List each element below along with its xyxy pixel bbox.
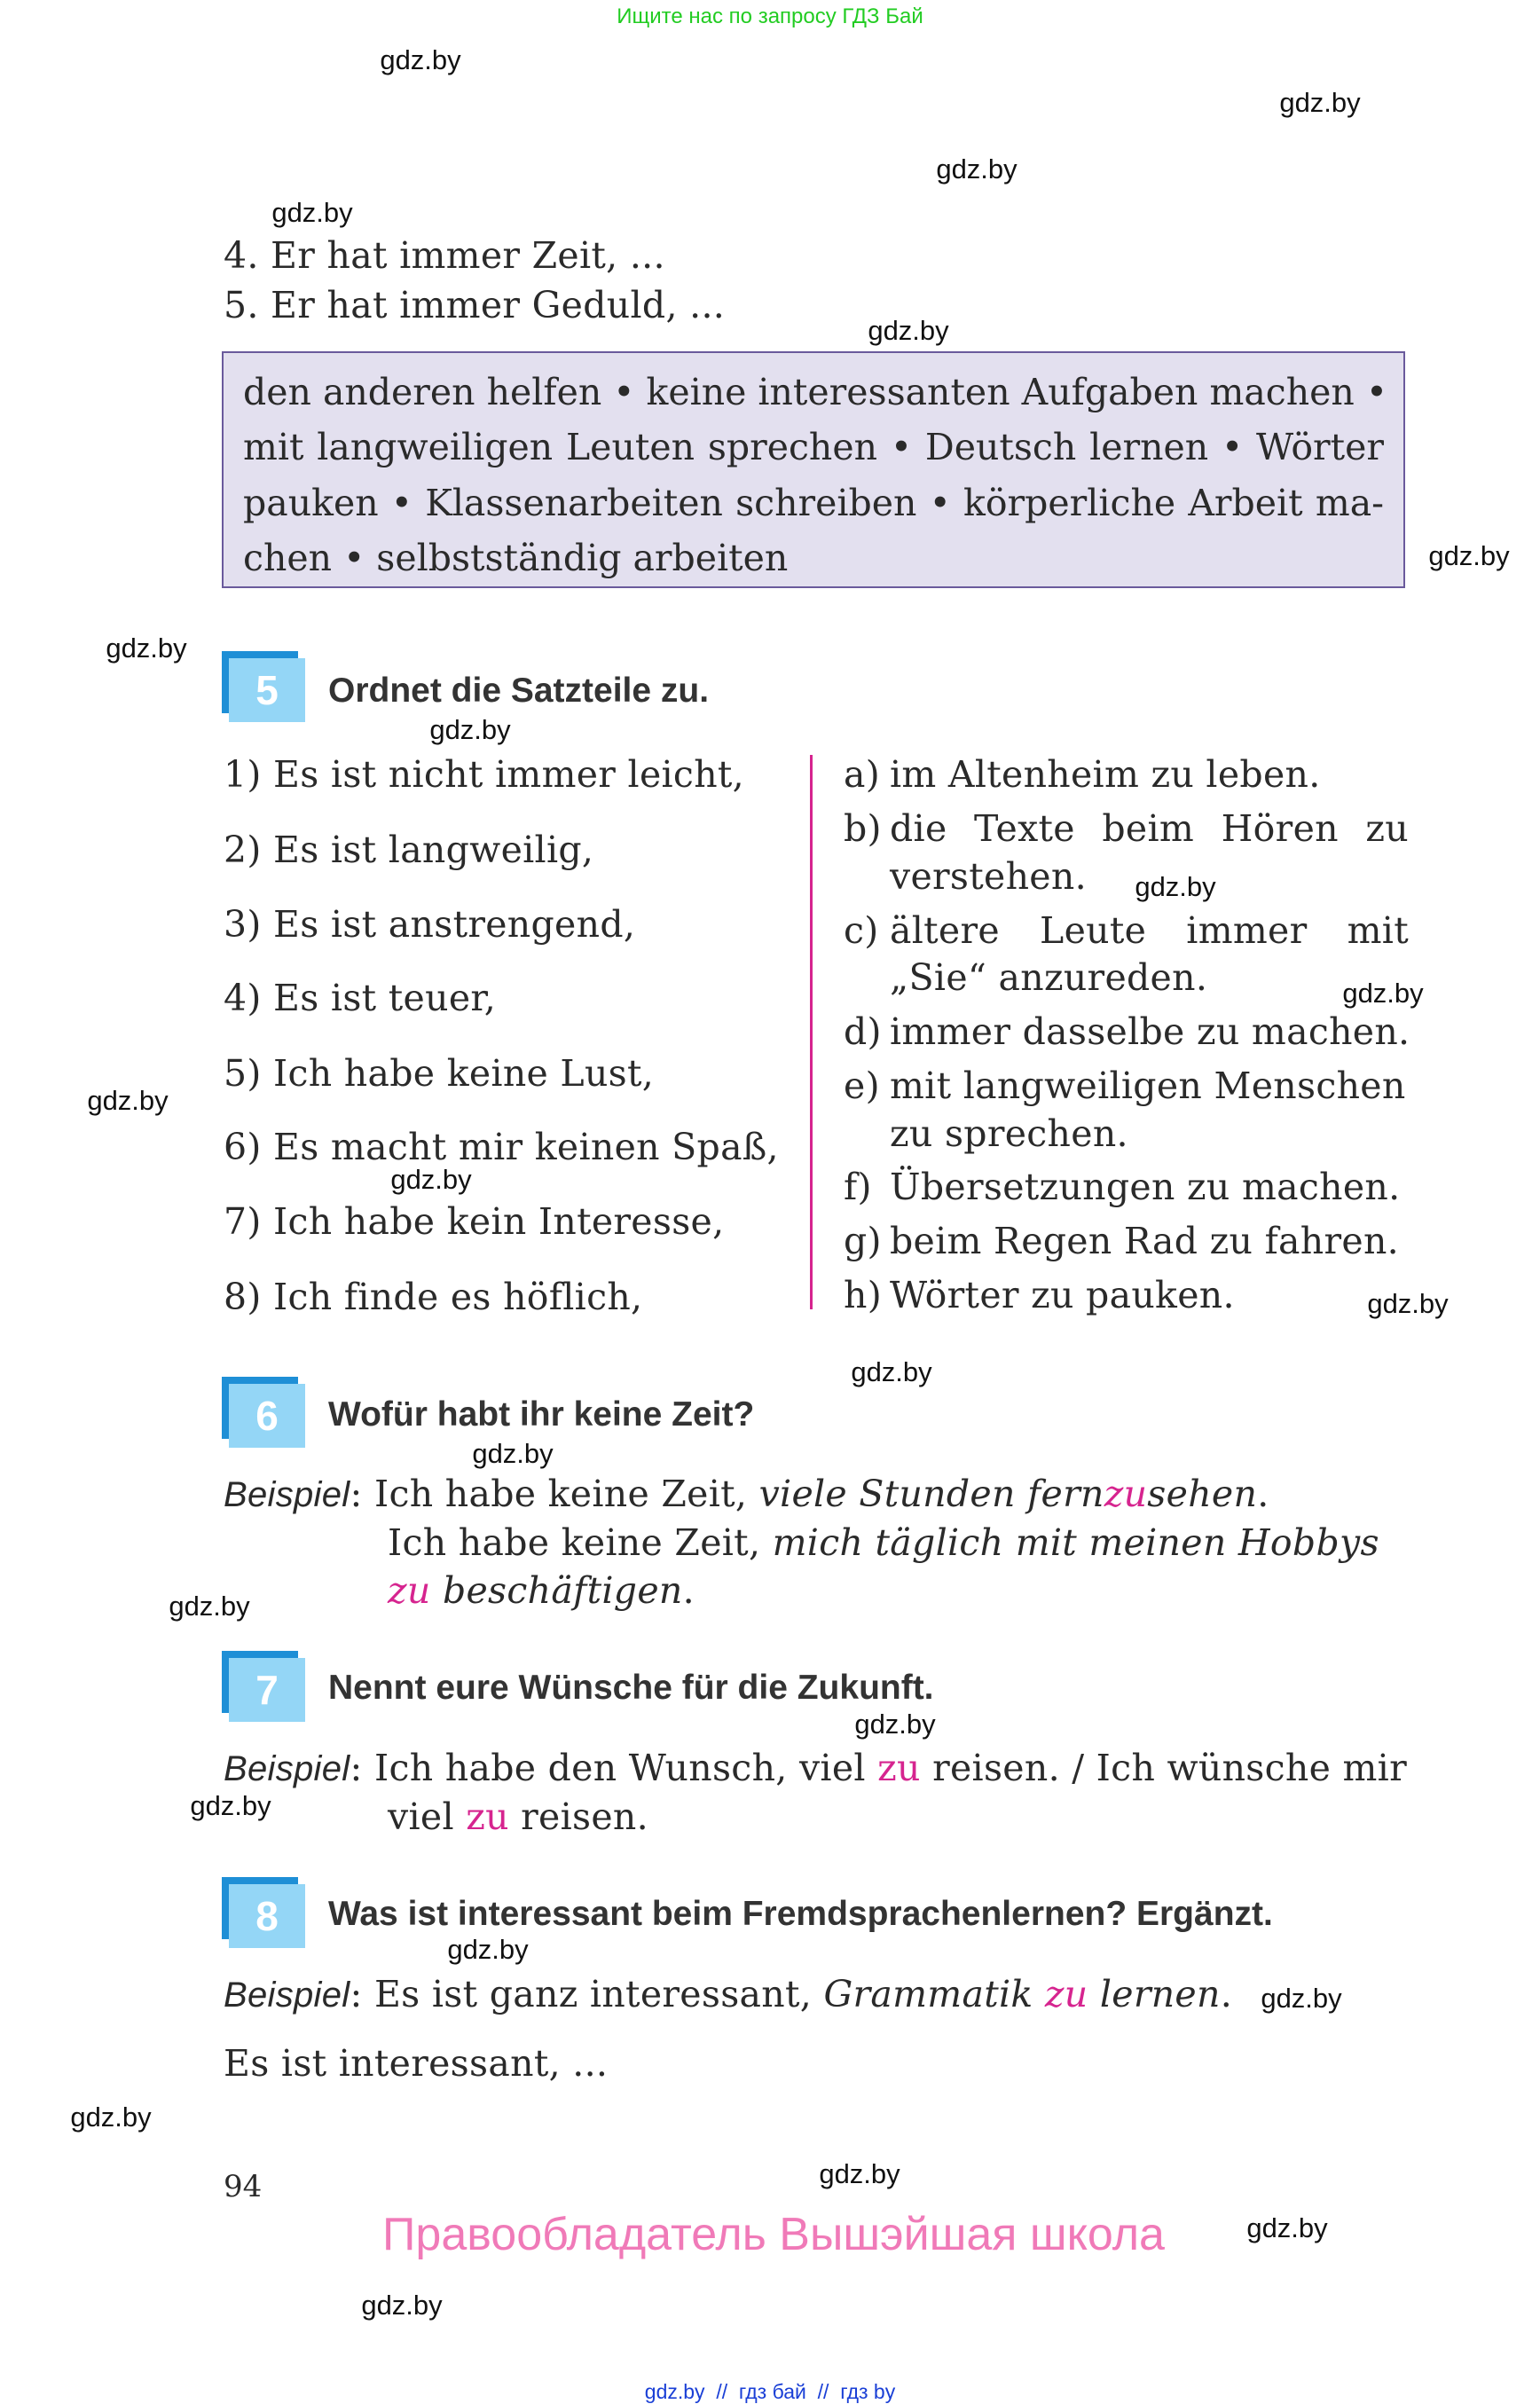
watermark: gdz.by xyxy=(854,1709,936,1740)
option-text: mit langweiligen Menschen xyxy=(890,1065,1406,1107)
option-label: a) xyxy=(844,753,881,796)
option-label: h) xyxy=(844,1274,883,1316)
option-text: Wörter zu pauken. xyxy=(890,1274,1235,1316)
page-number: 94 xyxy=(224,2169,263,2204)
answer-prompt: Es ist interessant, ... xyxy=(224,2042,609,2085)
exercise-title: Wofür habt ihr keine Zeit? xyxy=(328,1395,755,1434)
sentence-start: 6) Es macht mir keinen Spaß, xyxy=(224,1126,779,1168)
example-line: Beispiel: Ich habe den Wunsch, viel zu reisen. / Ich wünsche mir xyxy=(224,1747,1407,1789)
exercise-number-badge: 6 xyxy=(222,1377,303,1446)
sentence-start: 4) Es ist teuer, xyxy=(224,977,497,1019)
example-line: zu beschäftigen. xyxy=(388,1569,695,1612)
word-box xyxy=(222,351,1405,588)
beispiel-label: Beispiel xyxy=(224,1749,350,1788)
sentence-start: 1) Es ist nicht immer leicht, xyxy=(224,753,745,796)
watermark: gdz.by xyxy=(1246,2212,1328,2243)
option-label: g) xyxy=(844,1220,882,1262)
watermark: gdz.by xyxy=(70,2102,152,2133)
watermark: gdz.by xyxy=(819,2158,900,2189)
sentence-start: 3) Es ist anstrengend, xyxy=(224,903,636,946)
watermark: gdz.by xyxy=(447,1934,529,1965)
sentence-start: 5) Ich habe keine Lust, xyxy=(224,1052,655,1095)
beispiel-label: Beispiel xyxy=(224,1976,350,2015)
option-text: die Texte beim Hören zu xyxy=(890,807,1409,850)
sentence-start: 7) Ich habe kein Interesse, xyxy=(224,1200,725,1243)
sentence-end xyxy=(844,1160,1400,1214)
example-line: Beispiel: Es ist ganz interessant, Grammatik zu lernen. xyxy=(224,1973,1233,2015)
option-label: b) xyxy=(844,807,882,850)
example-line: Beispiel: Ich habe keine Zeit, viele Stunden fernzusehen. xyxy=(224,1473,1269,1515)
word-box-line: chen • selbstständig arbeiten xyxy=(243,537,789,579)
watermark: gdz.by xyxy=(472,1438,554,1469)
copyright-notice: Правообладатель Вышэйшая школа xyxy=(382,2209,1165,2260)
option-text: ältere Leute immer mit xyxy=(890,909,1409,952)
sentence-end xyxy=(844,1059,1406,1112)
watermark: gdz.by xyxy=(87,1085,169,1116)
exercise-title: Nennt eure Wünsche für die Zukunft. xyxy=(328,1669,934,1707)
example-line: Ich habe keine Zeit, mich täglich mit meinen Hobbys xyxy=(388,1521,1379,1564)
option-label: c) xyxy=(844,909,879,952)
watermark: gdz.by xyxy=(380,44,461,75)
watermark: gdz.by xyxy=(1367,1288,1449,1319)
watermark: gdz.by xyxy=(1428,540,1510,571)
promo-banner[interactable]: Ищите нас по запросу ГДЗ Бай xyxy=(617,4,923,28)
sentence-end xyxy=(844,748,1321,801)
sentence-end xyxy=(844,1214,1399,1268)
option-text: „Sie“ anzureden. xyxy=(890,956,1208,999)
sentence-start: 2) Es ist langweilig, xyxy=(224,829,594,871)
exercise-title: Was ist interessant beim Fremdsprachenlernen? Ergänzt. xyxy=(328,1895,1273,1933)
word-box-line: mit langweiligen Leuten sprechen • Deutsch lernen • Wörter xyxy=(243,426,1384,468)
watermark: gdz.by xyxy=(1342,978,1424,1009)
watermark: gdz.by xyxy=(271,197,353,228)
exercise-title: Ordnet die Satzteile zu. xyxy=(328,672,710,710)
exercise-number-badge: 7 xyxy=(222,1651,303,1720)
word-box-line: den anderen helfen • keine interessanten Aufgaben machen • xyxy=(243,371,1388,413)
watermark: gdz.by xyxy=(190,1790,271,1821)
option-text: immer dasselbe zu machen. xyxy=(890,1010,1410,1053)
exercise-number-badge: 8 xyxy=(222,1877,303,1946)
list-item: 4. Er hat immer Zeit, ... xyxy=(224,234,665,277)
watermark: gdz.by xyxy=(851,1356,932,1387)
watermark: gdz.by xyxy=(1135,871,1216,902)
sentence-start: 8) Ich finde es höflich, xyxy=(224,1276,643,1318)
column-divider xyxy=(810,755,813,1309)
watermark: gdz.by xyxy=(106,632,187,664)
option-label: e) xyxy=(844,1065,880,1107)
sentence-end xyxy=(844,1005,1410,1058)
option-label: f) xyxy=(844,1166,872,1208)
watermark: gdz.by xyxy=(390,1164,472,1195)
option-text: zu sprechen. xyxy=(890,1112,1128,1155)
watermark: gdz.by xyxy=(429,714,511,745)
option-text: Übersetzungen zu machen. xyxy=(890,1166,1401,1208)
beispiel-label: Beispiel xyxy=(224,1475,350,1514)
exercise-number-badge: 5 xyxy=(222,651,303,720)
watermark: gdz.by xyxy=(169,1591,250,1622)
option-text: beim Regen Rad zu fahren. xyxy=(890,1220,1400,1262)
watermark: gdz.by xyxy=(361,2290,443,2321)
word-box-line: pauken • Klassenarbeiten schreiben • körperliche Arbeit ma- xyxy=(243,482,1384,524)
watermark: gdz.by xyxy=(868,315,949,346)
footer-links[interactable]: gdz.by // гдз бай // гдз by xyxy=(644,2380,896,2403)
watermark: gdz.by xyxy=(1261,1983,1342,2014)
list-item: 5. Er hat immer Geduld, ... xyxy=(224,284,726,326)
option-text: verstehen. xyxy=(890,855,1087,898)
watermark: gdz.by xyxy=(936,153,1018,185)
sentence-end xyxy=(844,1269,1235,1322)
watermark: gdz.by xyxy=(1279,87,1361,118)
option-label: d) xyxy=(844,1010,882,1053)
example-line: viel zu reisen. xyxy=(388,1795,648,1838)
option-text: im Altenheim zu leben. xyxy=(890,753,1321,796)
